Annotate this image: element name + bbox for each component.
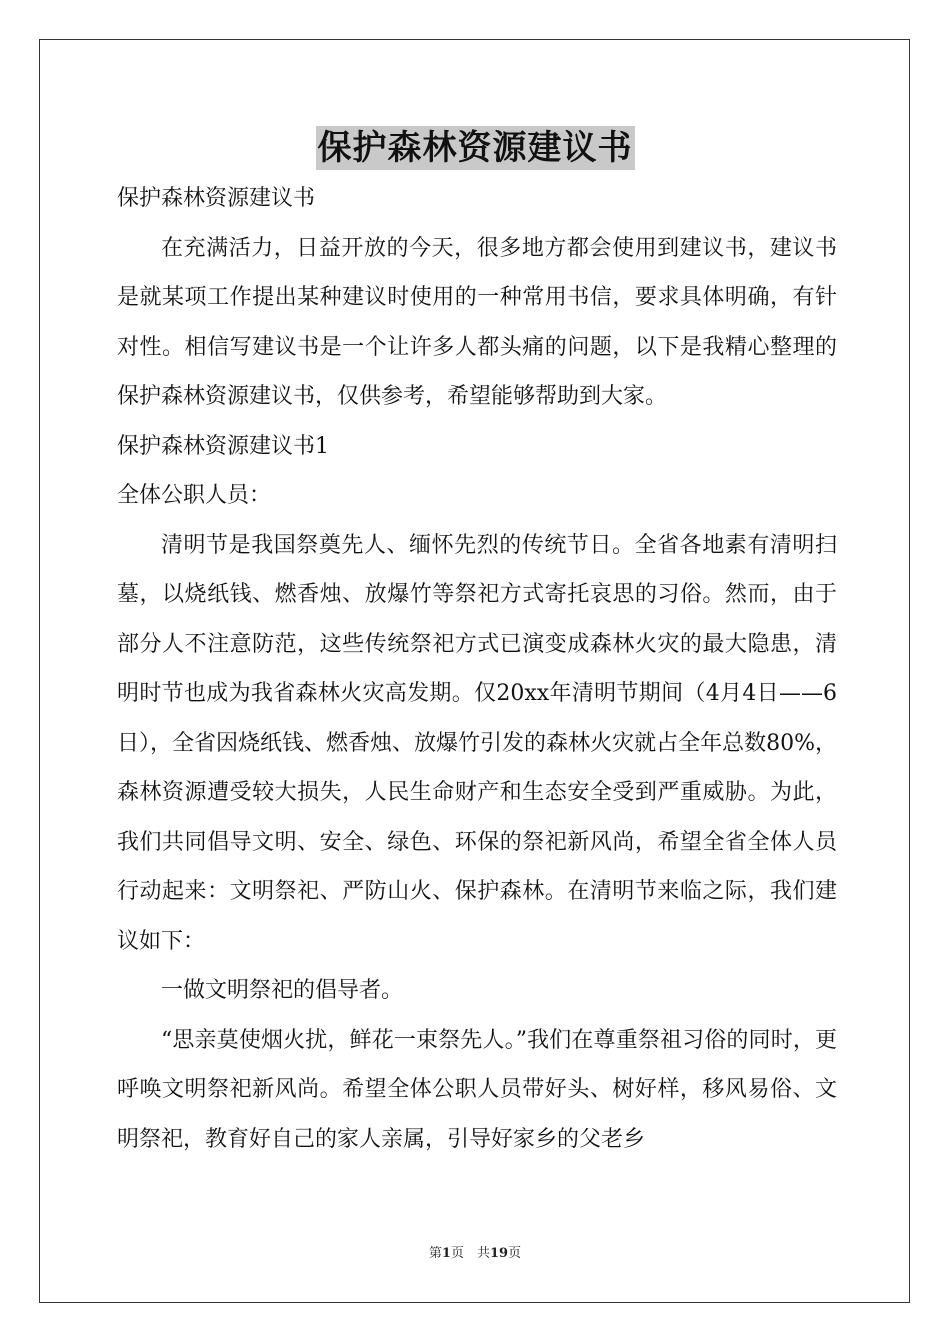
page-mid: 页 共 — [450, 1246, 490, 1261]
body-paragraph: “思亲莫使烟火扰，鲜花一束祭先人。”我们在尊重祭祖习俗的同时，更呼唤文明祭祀新风尚。希望全体公职人员带好头、树好样，移风易俗、文明祭祀，教育好自己的家人亲属，引导好家乡的父老乡 — [117, 1027, 837, 1152]
salutation: 全体公职人员： — [117, 483, 272, 508]
title-container — [0, 126, 950, 170]
page-total: 19 — [489, 1246, 509, 1261]
page-prefix: 第 — [428, 1246, 442, 1261]
section-heading: 保护森林资源建议书1 — [117, 433, 329, 459]
subtitle-line: 保护森林资源建议书 — [117, 186, 316, 211]
page-current: 1 — [441, 1246, 451, 1261]
page-suffix: 页 — [508, 1246, 522, 1261]
body-paragraph: 清明节是我国祭奠先人、缅怀先烈的传统节日。全省各地素有清明扫墓，以烧纸钱、燃香烛、放爆竹等祭祀方式寄托哀思的习俗。然而，由于部分人不注意防范，这些传统祭祀方式已演变成森林火灾的最大隐患，清明时节也成为我省森林火灾高发期。仅20xx年清明节期间（4月4日——6日），全省因烧纸钱、燃香烛、放爆竹引发的森林火灾就占全年总数80%，森林资源遭受较大损失，人民生命财产和生态安全受到严重威胁。为此，我们共同倡导文明、安全、绿色、环保的祭祀新风尚，希望全省全体人员行动起来：文明祭祀、严防山火、保护森林。在清明节来临之际，我们建议如下： — [117, 532, 837, 954]
page-footer — [0, 1244, 950, 1264]
proposal-item: 一做文明祭祀的倡导者。 — [161, 978, 404, 1003]
document-title: 保护森林资源建议书 — [317, 128, 633, 168]
document-body — [117, 174, 837, 1164]
intro-paragraph: 在充满活力，日益开放的今天，很多地方都会使用到建议书，建议书是就某项工作提出某种建议时使用的一种常用书信，要求具体明确，有针对性。相信写建议书是一个让许多人都头痛的问题，以下是我精心整理的保护森林资源建议书，仅供参考，希望能够帮助到大家。 — [117, 235, 837, 409]
